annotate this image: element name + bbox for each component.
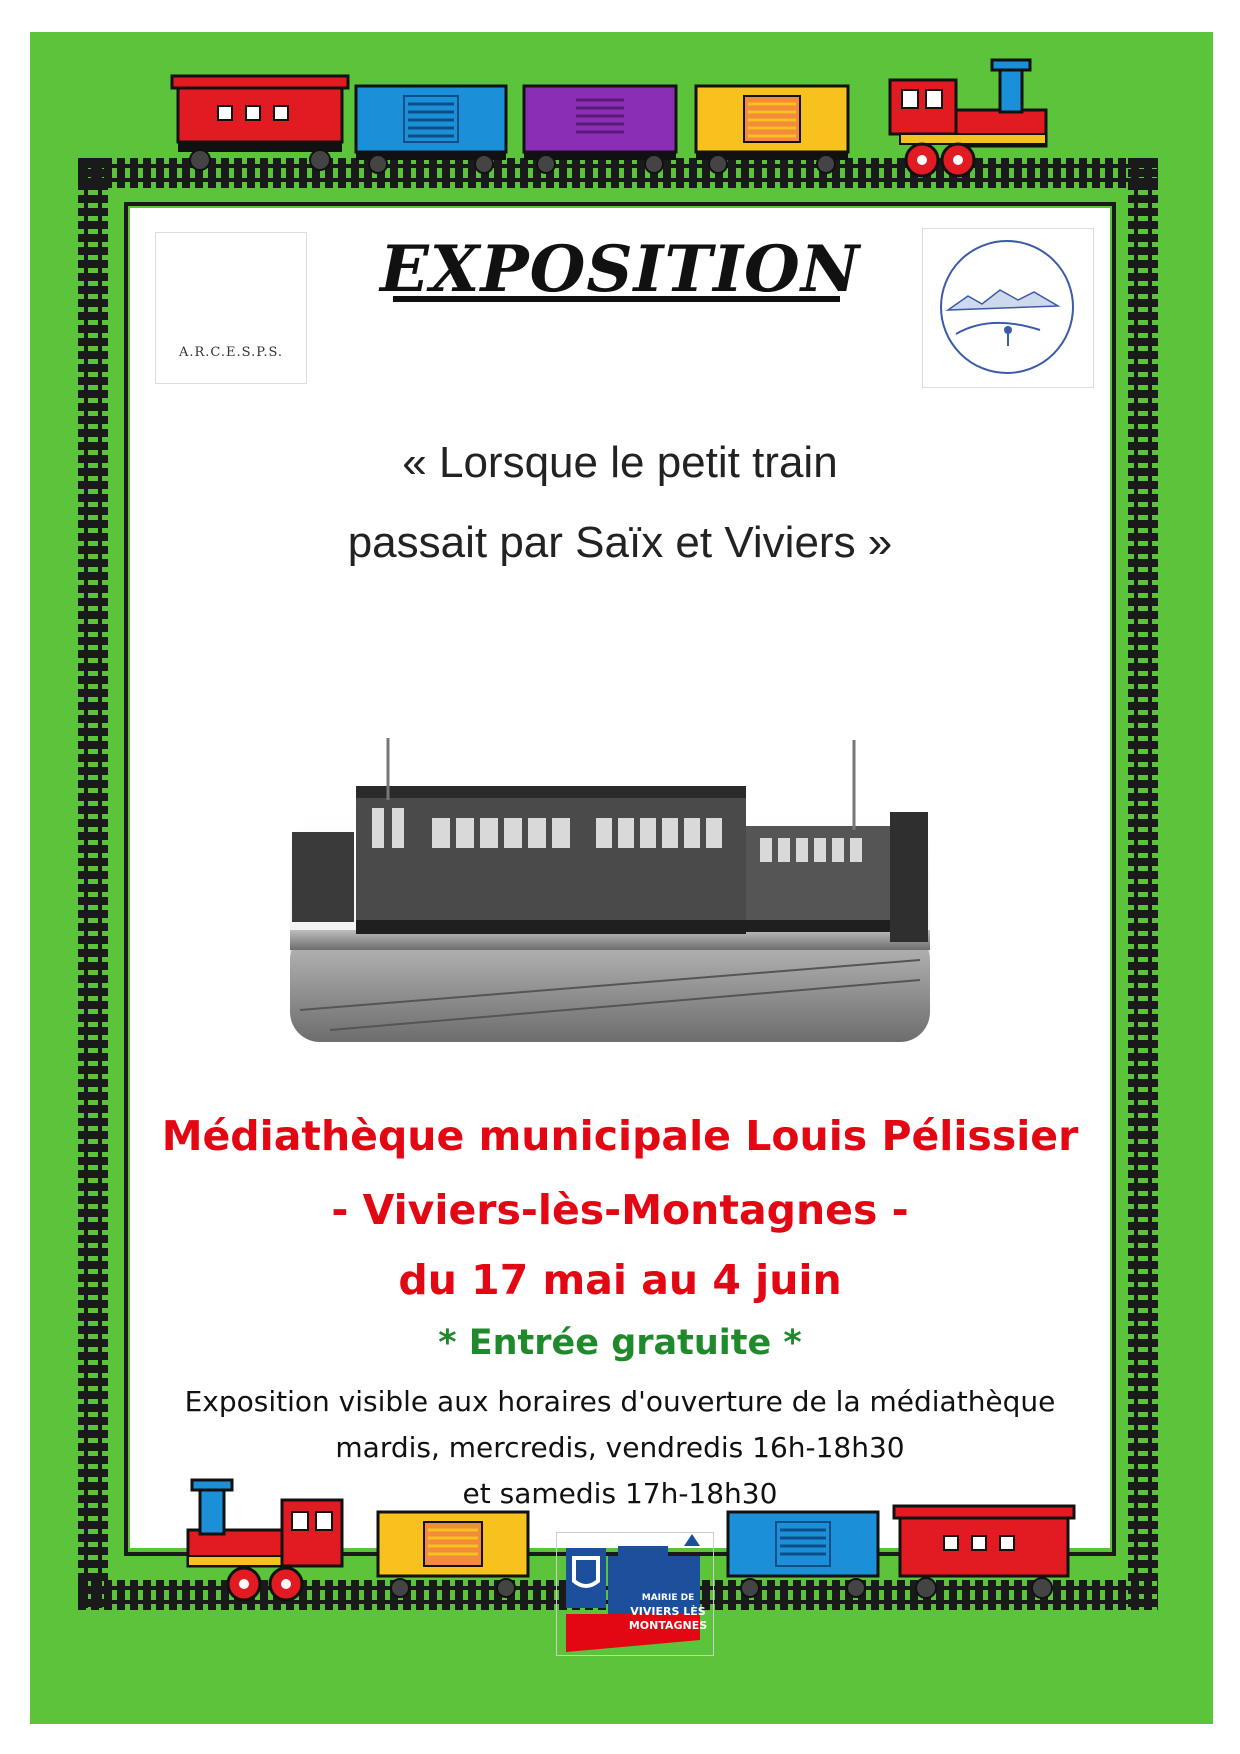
venue-line-2: - Viviers-lès-Montagnes - (331, 1186, 909, 1234)
association-logo (155, 232, 307, 384)
mairie-logo (556, 1532, 714, 1656)
opening-hours-line-2: mardis, mercredis, vendredis 16h-18h30 (335, 1431, 905, 1464)
association-logo-text: A.R.C.E.S.P.S. (178, 345, 284, 360)
title-underline (393, 296, 840, 302)
opening-hours-line-3: et samedis 17h-18h30 (462, 1477, 778, 1510)
venue-line-1: Médiathèque municipale Louis Pélissier (161, 1112, 1079, 1160)
subtitle-line-1: « Lorsque le petit train (402, 438, 838, 487)
exhibition-dates: du 17 mai au 4 juin (398, 1256, 842, 1304)
subtitle-line-2: passait par Saïx et Viviers » (347, 518, 893, 567)
village-logo (922, 228, 1094, 388)
page-title: EXPOSITION (380, 232, 861, 307)
mairie-logo-line-2: VIVIERS LÈS (630, 1605, 706, 1618)
opening-hours-line-1: Exposition visible aux horaires d'ouverture de la médiathèque (184, 1385, 1056, 1418)
mairie-logo-line-1: MAIRIE DE (641, 1593, 695, 1603)
free-entry-notice: * Entrée gratuite * (438, 1323, 802, 1363)
mairie-logo-line-3: MONTAGNES (628, 1619, 708, 1632)
